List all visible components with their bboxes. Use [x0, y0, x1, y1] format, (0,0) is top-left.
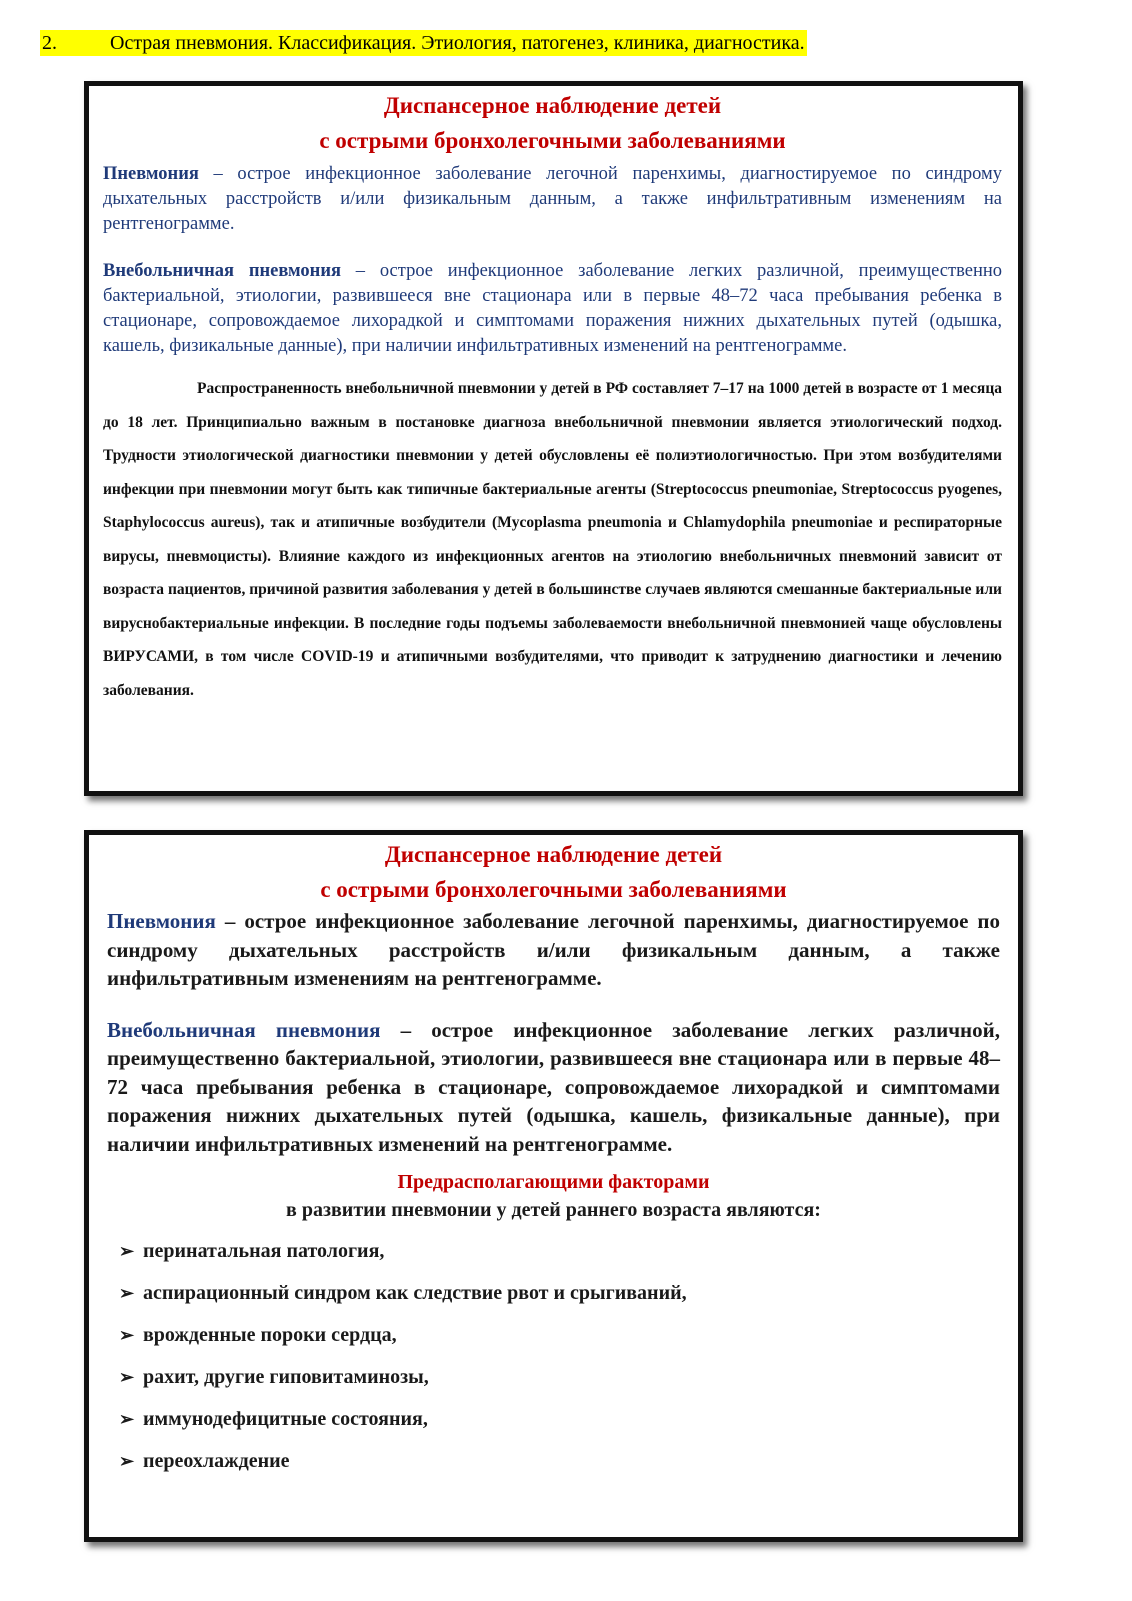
factor-text: рахит, другие гиповитаминозы, [143, 1366, 429, 1388]
prevalence-text: Распространенность внебольничной пневмонии у детей в РФ составляет 7–17 на 1000 детей в возрасте от 1 месяца до 18 лет. Принципиально важным в постановке диагноза внебольничной пневмонии является этиологический подход. Трудности этиологической диагностики пневмонии у детей обусловлены её полиэтиологичностью. При этом возбудителями инфекции при пневмонии могут быть как типичные бактериальные агенты (Streptococcus pneumoniae, Streptococcus pyogenes, Staphylococcus aureus), так и атипичные возбудители (Mycoplasma pneumonia и Chlamydophila pneumoniae и респираторные вирусы, пневмоцисты). Влияние каждого из инфекционных агентов на этиологию внебольничных пневмоний зависит от возраста пациентов, причиной развития заболевания у детей в большинстве случаев являются смешанные бактериальные или вируснобактериальные инфекции. В последние годы подъемы заболеваемости внебольничной пневмонией чаще обусловлены ВИРУСАМИ, в том числе COVID-19 и атипичными возбудителями, что приводит к затруднению диагностики и лечению заболевания. [103, 380, 1002, 699]
slide-1-title-line-1: Диспансерное наблюдение детей [383, 93, 722, 118]
section-heading [40, 30, 807, 56]
definition-text: – острое инфекционное заболевание легких различной, преимущественно бактериальной, этиологии, развившееся вне стационара или в первые 48–72 часа пребывания ребенка в стационаре, сопровождаемое лихорадкой и симптомами поражения нижних дыхательных путей (одышка, кашель, физикальные данные), при наличии инфильтративных изменений на рентгенограмме. [103, 261, 1002, 356]
list-item [119, 1314, 1000, 1356]
arrow-bullet-icon: ➢ [119, 1241, 135, 1261]
factors-title: Предрасполагающими факторами [397, 1171, 710, 1193]
slide-2-definition-pneumonia [107, 907, 1000, 993]
list-item [119, 1356, 1000, 1398]
slide-2-title-line-2: с острыми бронхолегочными заболеваниями [320, 877, 787, 902]
definition-text: – острое инфекционное заболевание легочной паренхимы, диагностируемое по синдрому дыхательных расстройств и/или физикальным данным, а также инфильтративным изменениям на рентгенограмме. [107, 909, 1000, 990]
slide-1-prevalence-paragraph [103, 372, 1002, 707]
list-item [119, 1440, 1000, 1482]
slide-1-definition-community-pneumonia [103, 259, 1002, 359]
slide-2-definition-community-pneumonia [107, 1016, 1000, 1159]
arrow-bullet-icon: ➢ [119, 1409, 135, 1429]
definition-text: – острое инфекционное заболевание легочной паренхимы, диагностируемое по синдрому дыхательных расстройств и/или физикальным данным, а также инфильтративным изменениям на рентгенограмме. [103, 164, 1002, 234]
factor-text: переохлаждение [143, 1450, 290, 1472]
slide-1-title-line-2: с острыми бронхолегочными заболеваниями [319, 128, 786, 153]
slide-1 [84, 81, 1023, 796]
term-pneumonia: Пневмония [103, 164, 199, 184]
factors-list [119, 1230, 1000, 1482]
list-item [119, 1272, 1000, 1314]
factor-text: иммунодефицитные состояния, [143, 1408, 428, 1430]
arrow-bullet-icon: ➢ [119, 1451, 135, 1471]
slide-1-content [103, 86, 1002, 707]
list-item [119, 1398, 1000, 1440]
slide-2-title-line-1: Диспансерное наблюдение детей [384, 842, 723, 867]
definition-text: – острое инфекционное заболевание легких различной, преимущественно бактериальной, этиологии, развившееся вне стационара или в первые 48–72 часа пребывания ребенка в стационаре, сопровождаемое лихорадкой и симптомами поражения нижних дыхательных путей (одышка, кашель, физикальные данные), при наличии инфильтративных изменений на рентгенограмме. [107, 1017, 1000, 1156]
factors-subtitle: в развитии пневмонии у детей раннего возраста являются: [286, 1199, 821, 1221]
term-pneumonia: Пневмония [107, 909, 216, 933]
factor-text: врожденные пороки сердца, [143, 1324, 397, 1346]
arrow-bullet-icon: ➢ [119, 1367, 135, 1387]
slide-2 [84, 830, 1023, 1542]
term-community-pneumonia: Внебольничная пневмония [103, 261, 341, 281]
list-item [119, 1230, 1000, 1272]
arrow-bullet-icon: ➢ [119, 1325, 135, 1345]
slide-1-definition-pneumonia [103, 162, 1002, 237]
factor-text: перинатальная патология, [143, 1240, 385, 1262]
factor-text: аспирационный синдром как следствие рвот и срыгиваний, [143, 1282, 687, 1304]
section-number: 2. [42, 32, 57, 54]
term-community-pneumonia: Внебольничная пневмония [107, 1017, 381, 1042]
slide-2-content [107, 835, 1000, 1482]
arrow-bullet-icon: ➢ [119, 1283, 135, 1303]
section-title: Острая пневмония. Классификация. Этиология, патогенез, клиника, диагностика. [110, 32, 805, 54]
